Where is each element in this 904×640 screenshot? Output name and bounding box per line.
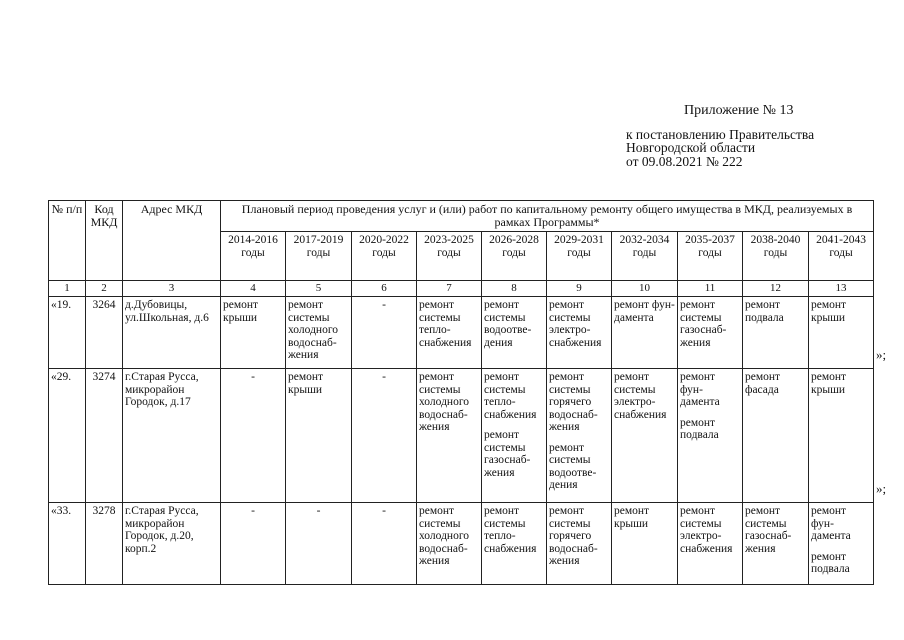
work-item: ремонт подвала <box>811 550 850 575</box>
work-cell <box>612 369 678 503</box>
row-code: 3278 <box>86 503 123 585</box>
column-number: 10 <box>612 281 678 297</box>
work-cell <box>482 297 547 369</box>
work-item: ремонт системы холодного водоснаб-жения <box>419 371 470 433</box>
row-code: 3274 <box>86 369 123 503</box>
period-header: 2023-2025 годы <box>417 232 482 281</box>
row-address: г.Старая Русса, микрорайон Городок, д.20, корп.2 <box>123 503 221 585</box>
work-item: - <box>251 505 255 517</box>
work-item: ремонт подвала <box>680 416 719 441</box>
header-num: № п/п <box>49 201 86 281</box>
column-number: 3 <box>123 281 221 297</box>
work-cell <box>482 369 547 503</box>
work-cell <box>612 297 678 369</box>
work-item: ремонт фун-дамента <box>811 505 851 542</box>
work-item: ремонт крыши <box>614 505 650 530</box>
period-header: 2020-2022 годы <box>352 232 417 281</box>
column-number: 6 <box>352 281 417 297</box>
work-cell <box>286 297 352 369</box>
work-cell <box>221 369 286 503</box>
work-cell <box>352 369 417 503</box>
row-address: д.Дубовицы, ул.Школьная, д.6 <box>123 297 221 369</box>
capital-repair-table <box>48 200 874 585</box>
work-item: - <box>382 505 386 517</box>
table-row <box>49 369 874 503</box>
work-cell <box>547 369 612 503</box>
work-item: ремонт подвала <box>745 299 784 324</box>
period-header: 2014-2016 годы <box>221 232 286 281</box>
work-cell <box>482 503 547 585</box>
work-cell <box>743 369 809 503</box>
work-cell <box>612 503 678 585</box>
column-number: 5 <box>286 281 352 297</box>
period-header: 2017-2019 годы <box>286 232 352 281</box>
column-number: 2 <box>86 281 123 297</box>
period-header: 2041-2043 годы <box>809 232 874 281</box>
period-header: 2035-2037 годы <box>678 232 743 281</box>
work-cell <box>809 369 874 503</box>
header-plan: Плановый период проведения услуг и (или) работ по капитальному ремонту общего имущества в МКД, реализуемых в рамках Программы* <box>221 201 874 232</box>
work-cell <box>221 503 286 585</box>
closing-mark: »; <box>876 346 887 362</box>
appendix-title: Приложение № 13 <box>684 103 794 118</box>
appendix-line-2: Новгородской области <box>626 140 756 155</box>
column-number: 9 <box>547 281 612 297</box>
work-item: - <box>316 505 321 517</box>
work-cell <box>743 503 809 585</box>
work-cell <box>286 369 352 503</box>
work-cell <box>286 503 352 585</box>
row-num: «33. <box>49 503 86 585</box>
work-item: ремонт фун-дамента <box>614 299 675 324</box>
work-item: ремонт системы холодного водоснаб-жения <box>419 505 470 567</box>
work-cell <box>678 369 743 503</box>
table-row <box>49 503 874 585</box>
row-num: «19. <box>49 297 86 369</box>
work-cell <box>417 297 482 369</box>
work-cell <box>809 297 874 369</box>
work-item: ремонт крыши <box>811 299 847 324</box>
work-item: ремонт системы электро-снабжения <box>614 371 667 421</box>
header-address: Адрес МКД <box>123 201 221 281</box>
period-header: 2032-2034 годы <box>612 232 678 281</box>
work-item: - <box>382 299 386 311</box>
work-cell <box>221 297 286 369</box>
work-item: ремонт системы горячего водоснаб-жения <box>549 505 598 567</box>
appendix-header <box>626 104 814 168</box>
work-item: ремонт крыши <box>223 299 259 324</box>
work-item: ремонт системы горячего водоснаб-жения <box>549 371 598 433</box>
appendix-line-3: от 09.08.2021 № 222 <box>626 153 743 169</box>
period-header: 2029-2031 годы <box>547 232 612 281</box>
work-cell <box>352 297 417 369</box>
work-cell <box>417 369 482 503</box>
row-code: 3264 <box>86 297 123 369</box>
column-number: 11 <box>678 281 743 297</box>
work-item: - <box>251 371 255 383</box>
column-number: 13 <box>809 281 874 297</box>
work-item: ремонт крыши <box>811 371 847 396</box>
period-header: 2038-2040 годы <box>743 232 809 281</box>
work-cell <box>417 503 482 585</box>
column-number: 4 <box>221 281 286 297</box>
work-cell <box>547 297 612 369</box>
row-num: «29. <box>49 369 86 503</box>
column-number: 7 <box>417 281 482 297</box>
work-item: ремонт фун-дамента <box>680 371 720 408</box>
appendix-line-1: к постановлению Правительства <box>626 126 815 142</box>
column-number: 12 <box>743 281 809 297</box>
work-cell <box>678 503 743 585</box>
work-item: ремонт системы электро-снабжения <box>549 299 602 349</box>
work-cell <box>678 297 743 369</box>
work-item: ремонт системы газоснаб-жения <box>745 505 792 555</box>
work-item: ремонт системы газоснаб-жения <box>484 429 531 479</box>
work-item: ремонт системы газоснаб-жения <box>680 299 727 349</box>
column-number: 8 <box>482 281 547 297</box>
work-item: ремонт системы электро-снабжения <box>680 505 733 555</box>
row-address: г.Старая Русса, микрорайон Городок, д.17 <box>123 369 221 503</box>
work-item: ремонт системы тепло-снабжения <box>484 371 537 421</box>
closing-mark: »; <box>876 480 887 496</box>
work-item: - <box>382 371 386 383</box>
work-item: ремонт системы холодного водоснаб-жения <box>288 299 339 361</box>
work-item: ремонт системы тепло-снабжения <box>484 505 537 555</box>
work-cell <box>809 503 874 585</box>
work-cell <box>352 503 417 585</box>
header-code: Код МКД <box>86 201 123 281</box>
work-item: ремонт фасада <box>745 371 781 396</box>
work-item: ремонт системы водоотве-дения <box>484 299 532 349</box>
period-header: 2026-2028 годы <box>482 232 547 281</box>
work-cell <box>743 297 809 369</box>
work-cell <box>547 503 612 585</box>
work-item: ремонт крыши <box>288 371 324 396</box>
column-number: 1 <box>49 281 86 297</box>
work-item: ремонт системы водоотве-дения <box>549 441 597 491</box>
work-item: ремонт системы тепло-снабжения <box>419 299 472 349</box>
table-row <box>49 297 874 369</box>
